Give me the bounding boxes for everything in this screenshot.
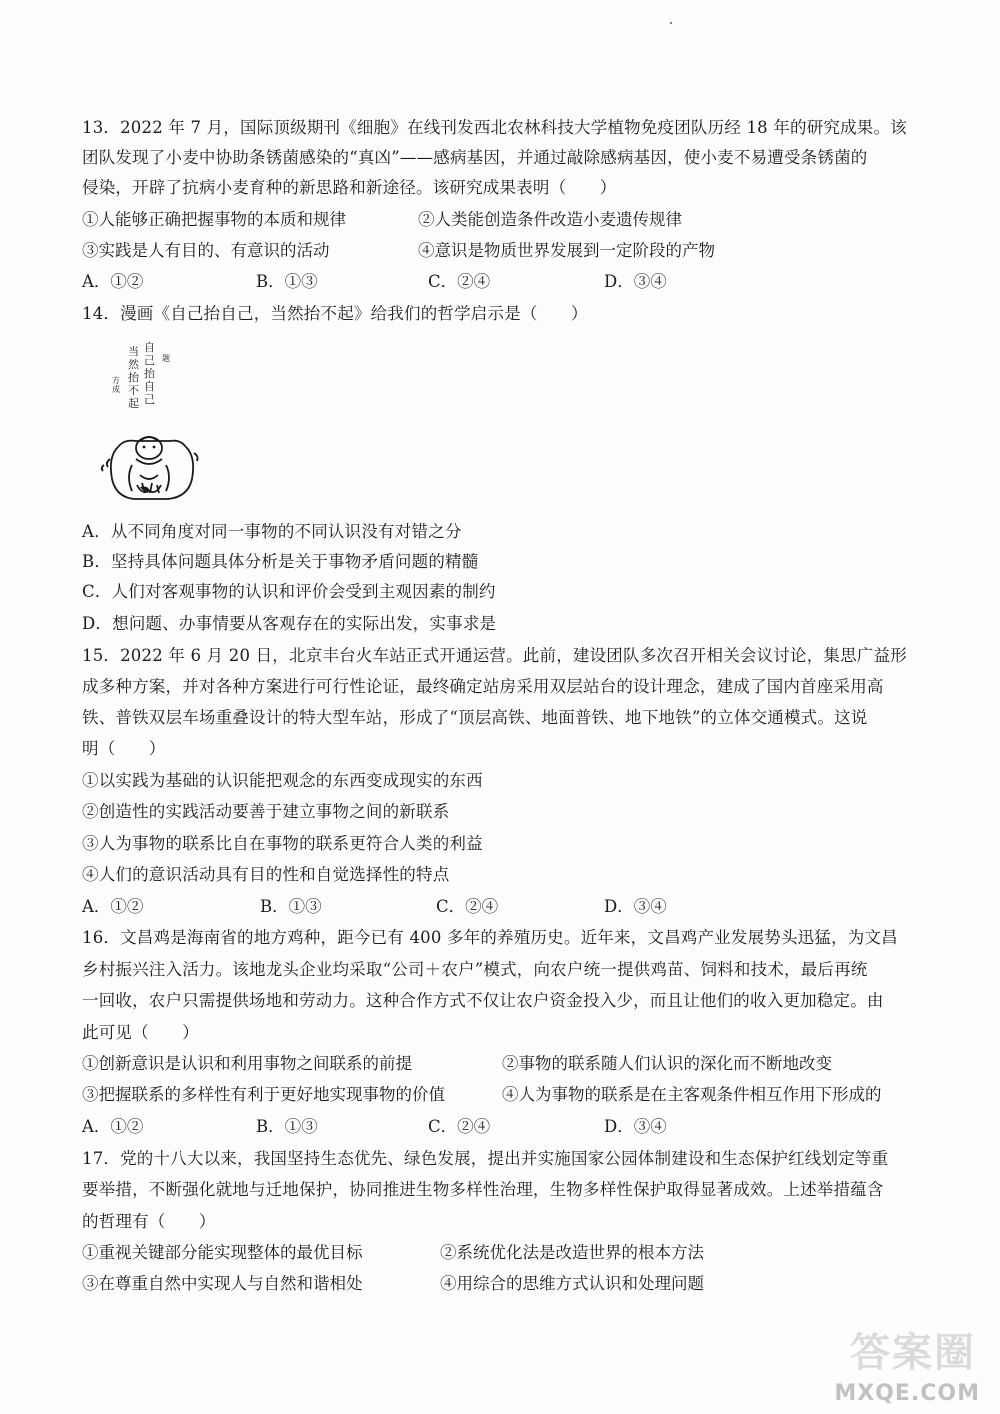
- q13-choice-d: D．③④: [604, 272, 667, 291]
- svg-text:自: 自: [144, 380, 155, 393]
- q16-statement-3: ③把握联系的多样性有利于更好地实现事物的价值: [82, 1085, 445, 1104]
- q13-statement-4: ④意识是物质世界发展到一定阶段的产物: [418, 241, 715, 260]
- q15-choice-c: C．②④: [436, 897, 499, 916]
- q17-line-2: 要举措，不断强化就地与迁地保护，协同推进生物多样性治理，生物多样性保护取得显著成效。上述举措蕴含: [82, 1180, 884, 1199]
- q15-line-2: 成多种方案，并对各种方案进行可行性论证，最终确定站房采用双层站台的设计理念，建成了国内首座采用高: [82, 677, 884, 696]
- q15-statement-2: ②创造性的实践活动要善于建立事物之间的新联系: [82, 802, 450, 821]
- q16-choice-a: A．①②: [82, 1117, 144, 1136]
- q13-line-2: 团队发现了小麦中协助条锈菌感染的“真凶”——感病基因，并通过敲除感病基因，使小麦不易遭受条锈菌的: [82, 148, 868, 167]
- q13-choice-a: A．①②: [82, 272, 144, 291]
- q16-choice-d: D．③④: [604, 1117, 667, 1136]
- q15-line-1: 15．2022 年 6 月 20 日，北京丰台火车站正式开通运营。此前，建设团队多次召开相关会议讨论，集思广益形: [82, 646, 907, 665]
- q13-statement-3: ③实践是人有目的、有意识的活动: [82, 241, 330, 260]
- q13-line-1: 13．2022 年 7 月，国际顶级期刊《细胞》在线刊发西北农林科技大学植物免疫团队历经 18 年的研究成果。该: [82, 118, 907, 137]
- svg-text:方: 方: [112, 376, 120, 385]
- q13-choice-c: C．②④: [428, 272, 491, 291]
- svg-text:己: 己: [144, 393, 155, 406]
- q14-choice-a: A．从不同角度对同一事物的不同认识没有对错之分: [82, 522, 462, 541]
- q13-choice-b: B．①③: [256, 272, 318, 291]
- q15-line-3: 铁、普铁双层车场重叠设计的特大型车站，形成了“顶层高铁、地面普铁、地下地铁”的立体交通模式。这说: [82, 708, 868, 727]
- q16-line-4: 此可见（ ）: [82, 1023, 199, 1042]
- q16-statement-1: ①创新意识是认识和利用事物之间联系的前提: [82, 1054, 412, 1073]
- svg-text:起: 起: [128, 397, 139, 410]
- svg-text:然: 然: [128, 358, 139, 371]
- scan-speck: [670, 22, 672, 24]
- svg-text:抬: 抬: [144, 367, 155, 380]
- q15-choice-a: A．①②: [82, 897, 144, 916]
- q13-statement-1: ①人能够正确把握事物的本质和规律: [82, 210, 346, 229]
- q16-line-2: 乡村振兴注入活力。该地龙头企业均采取“公司＋农户”模式，向农户统一提供鸡苗、饲料和技术，最后再统: [82, 960, 868, 979]
- q16-choice-b: B．①③: [256, 1117, 318, 1136]
- q15-choice-b: B．①③: [260, 897, 322, 916]
- q17-statement-2: ②系统优化法是改造世界的根本方法: [440, 1243, 704, 1262]
- q16-line-1: 16．文昌鸡是海南省的地方鸡种，距今已有 400 多年的养殖历史。近年来，文昌鸡产业发展势头迅猛，为文昌: [82, 928, 898, 947]
- q15-statement-1: ①以实践为基础的认识能把观念的东西变成现实的东西: [82, 771, 483, 790]
- q16-choice-c: C．②④: [428, 1117, 491, 1136]
- q15-choice-d: D．③④: [604, 897, 667, 916]
- q15-statement-3: ③人为事物的联系比自在事物的联系更符合人类的利益: [82, 834, 483, 853]
- watermark-logo: 答案圈: [850, 1330, 976, 1376]
- q13-statement-2: ②人类能创造条件改造小麦遗传规律: [418, 210, 682, 229]
- svg-text:己: 己: [144, 354, 155, 367]
- q16-line-3: 一回收，农户只需提供场地和劳动力。这种合作方式不仅让农户资金投入少，而且让他们的收入更加稳定。由: [82, 991, 884, 1010]
- q14-choice-b: B．坚持具体问题具体分析是关于事物矛盾问题的精髓: [82, 552, 479, 571]
- q15-statement-4: ④人们的意识活动具有目的性和自觉选择性的特点: [82, 865, 450, 884]
- svg-text:抬: 抬: [128, 371, 139, 384]
- q13-line-3: 侵染，开辟了抗病小麦育种的新思路和新途径。该研究成果表明（ ）: [82, 178, 617, 197]
- svg-text:题: 题: [162, 354, 170, 363]
- q16-statement-2: ②事物的联系随人们认识的深化而不断地改变: [502, 1054, 832, 1073]
- svg-text:当: 当: [128, 345, 139, 358]
- q14-choice-d: D．想问题、办事情要从客观存在的实际出发，实事求是: [82, 614, 497, 633]
- q14-line-1: 14．漫画《自己抬自己，当然抬不起》给我们的哲学启示是（ ）: [82, 304, 588, 323]
- q17-statement-1: ①重视关键部分能实现整体的最优目标: [82, 1243, 363, 1262]
- watermark-site: MXQE.COM: [834, 1381, 980, 1406]
- q17-line-3: 的哲理有（ ）: [82, 1212, 216, 1231]
- q17-statement-3: ③在尊重自然中实现人与自然和谐相处: [82, 1274, 363, 1293]
- q15-line-4: 明（ ）: [82, 739, 166, 758]
- svg-text:成: 成: [112, 385, 120, 394]
- q17-line-1: 17．党的十八大以来，我国坚持生态优先、绿色发展，提出并实施国家公园体制建设和生态保护红线划定等重: [82, 1149, 889, 1168]
- q16-statement-4: ④人为事物的联系是在主客观条件相互作用下形成的: [502, 1085, 882, 1104]
- q14-choice-c: C．人们对客观事物的认识和评价会受到主观因素的制约: [82, 582, 496, 601]
- svg-text:自: 自: [144, 341, 155, 354]
- svg-text:不: 不: [128, 384, 139, 397]
- cartoon-lifting-oneself: [82, 335, 212, 510]
- q17-statement-4: ④用综合的思维方式认识和处理问题: [440, 1274, 704, 1293]
